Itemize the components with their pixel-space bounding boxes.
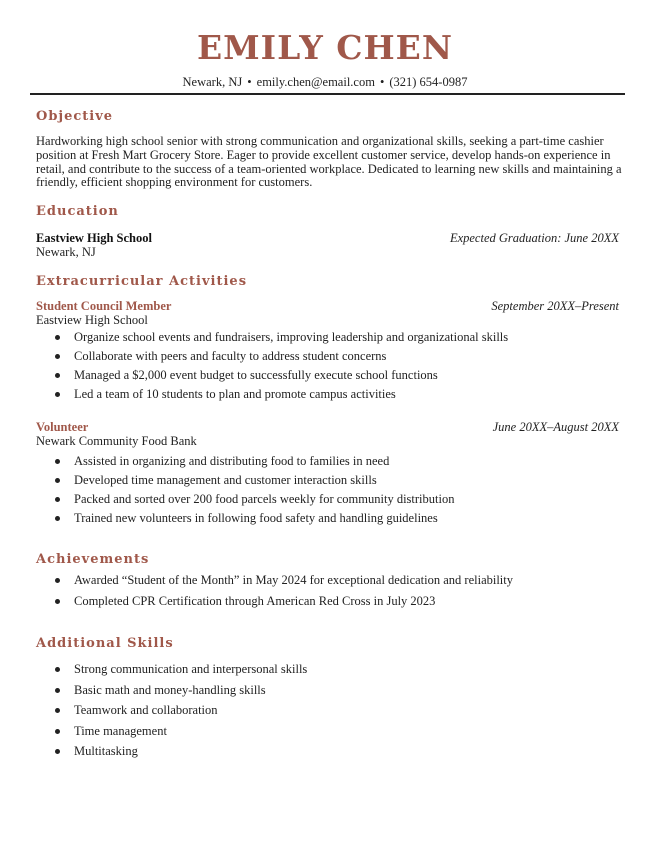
activity-role: Volunteer: [36, 420, 89, 434]
header-divider: [30, 93, 625, 95]
contact-phone: (321) 654-0987: [389, 75, 468, 89]
bullet-separator-icon: •: [379, 75, 385, 89]
bullet-icon: [55, 688, 60, 693]
list-item: Awarded “Student of the Month” in May 2024 for exceptional dedication and reliability: [36, 573, 626, 588]
list-item: Packed and sorted over 200 food parcels weekly for community distribution: [36, 492, 626, 507]
list-item: Strong communication and interpersonal skills: [36, 662, 626, 677]
skills-list: [36, 662, 626, 759]
list-item: Multitasking: [36, 744, 626, 759]
list-item: Organize school events and fundraisers, improving leadership and organizational skills: [36, 330, 626, 345]
education-school: Eastview High School: [36, 231, 152, 245]
list-item: Basic math and money-handling skills: [36, 683, 626, 698]
activity-role: Student Council Member: [36, 299, 172, 313]
education-location: Newark, NJ: [36, 245, 96, 259]
list-item: Assisted in organizing and distributing food to families in need: [36, 454, 626, 469]
activity-org: Newark Community Food Bank: [36, 434, 197, 448]
contact-line: [0, 74, 650, 90]
section-title-education: Education: [36, 204, 119, 219]
activity-bullets: [36, 330, 626, 402]
bullet-icon: [55, 516, 60, 521]
activity-bullets: [36, 454, 626, 526]
section-title-achievements: Achievements: [36, 552, 150, 567]
activity-row: [36, 299, 619, 314]
list-item: Managed a $2,000 event budget to successfully execute school functions: [36, 368, 626, 383]
list-item: Time management: [36, 724, 626, 739]
section-title-skills: Additional Skills: [36, 636, 174, 651]
education-date: Expected Graduation: June 20XX: [449, 231, 619, 245]
bullet-icon: [55, 667, 60, 672]
bullet-icon: [55, 708, 60, 713]
bullet-icon: [55, 497, 60, 502]
education-row: [36, 231, 619, 246]
activity-date: September 20XX–Present: [491, 299, 619, 313]
contact-email[interactable]: emily.chen@email.com: [256, 75, 375, 89]
bullet-icon: [55, 373, 60, 378]
bullet-icon: [55, 335, 60, 340]
bullet-icon: [55, 749, 60, 754]
list-item: Completed CPR Certification through American Red Cross in July 2023: [36, 594, 626, 609]
bullet-icon: [55, 459, 60, 464]
activity-date: June 20XX–August 20XX: [492, 420, 619, 434]
list-item: Teamwork and collaboration: [36, 703, 626, 718]
bullet-icon: [55, 729, 60, 734]
contact-location: Newark, NJ: [182, 75, 243, 89]
list-item: Collaborate with peers and faculty to address student concerns: [36, 349, 626, 364]
activity-row: [36, 420, 619, 435]
list-item: Led a team of 10 students to plan and promote campus activities: [36, 387, 626, 402]
achievements-list: [36, 573, 626, 609]
bullet-icon: [55, 392, 60, 397]
bullet-icon: [55, 354, 60, 359]
activity-org: Eastview High School: [36, 313, 148, 327]
bullet-icon: [55, 599, 60, 604]
section-title-objective: Objective: [36, 109, 114, 124]
list-item: Trained new volunteers in following food safety and handling guidelines: [36, 511, 626, 526]
candidate-name: EMILY CHEN: [196, 28, 454, 67]
bullet-icon: [55, 478, 60, 483]
list-item: Developed time management and customer interaction skills: [36, 473, 626, 488]
section-title-extracurricular: Extracurricular Activities: [36, 274, 248, 289]
objective-text: Hardworking high school senior with strong communication and organizational skills, seeking a part-time cashier position at Fresh Mart Grocery Store. Eager to provide excellent customer service, develop hands-on experience in retail, and contribute to the success of a team-oriented workplace. Dedicated to learning new skills and maintaining a friendly, efficient shopping environment for customers.: [36, 134, 622, 190]
bullet-separator-icon: •: [247, 75, 252, 89]
bullet-icon: [55, 578, 60, 583]
